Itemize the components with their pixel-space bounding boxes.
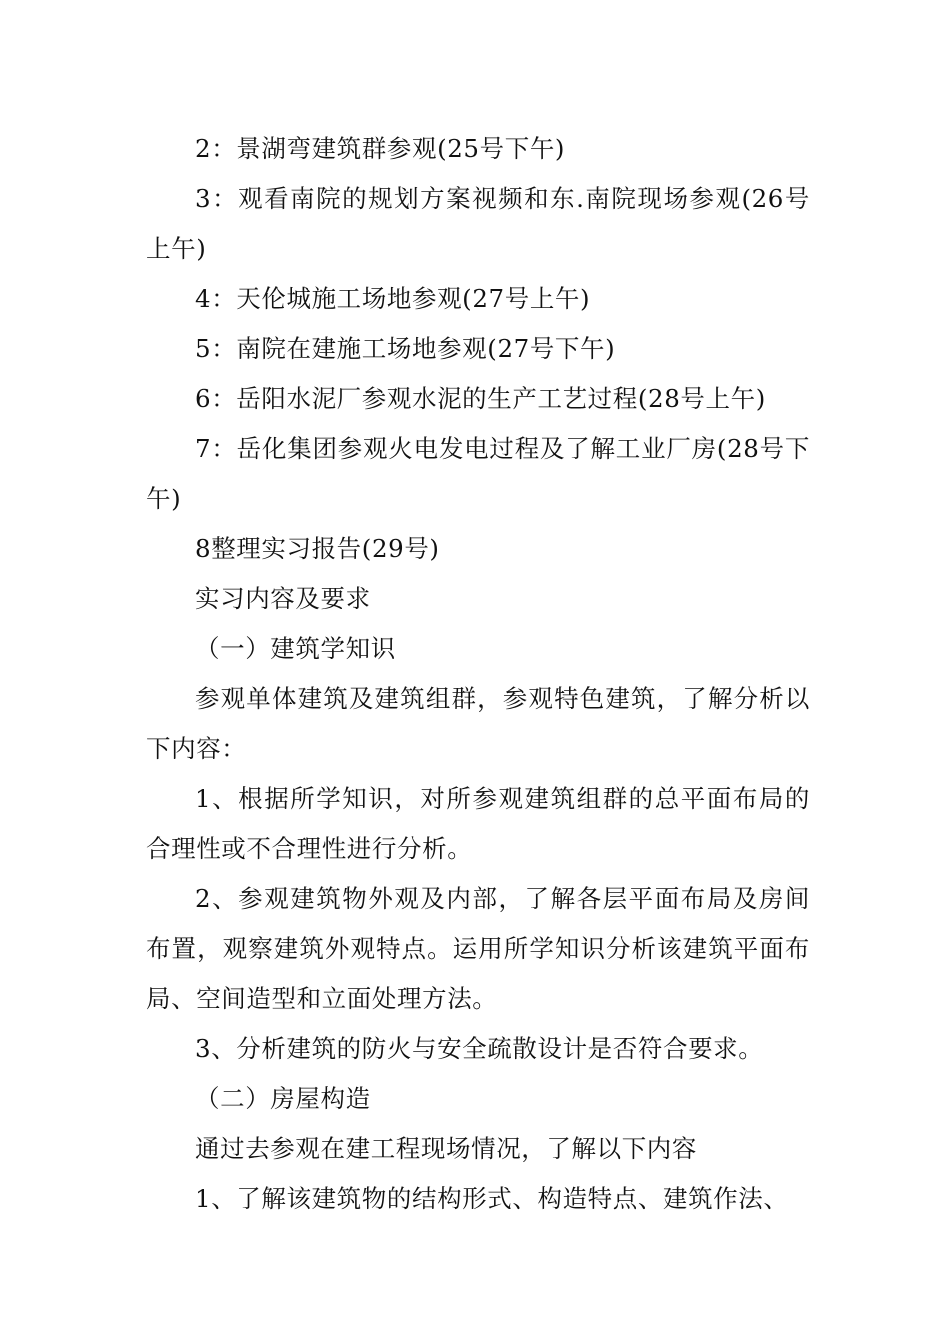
construction-intro: 通过去参观在建工程现场情况，了解以下内容 [195, 1134, 697, 1163]
architecture-point-3: 3、分析建筑的防火与安全疏散设计是否符合要求。 [195, 1034, 764, 1063]
schedule-item-4: 4：天伦城施工场地参观(27号上午) [195, 284, 591, 313]
architecture-point-1: 1、根据所学知识，对所参观建筑组群的总平面布局的合理性或不合理性进行分析。 [146, 784, 810, 863]
section-heading-content: 实习内容及要求 [195, 584, 371, 613]
schedule-item-3: 3：观看南院的规划方案视频和东.南院现场参观(26号上午) [146, 184, 810, 263]
subsection-heading-construction: （二）房屋构造 [195, 1084, 371, 1113]
architecture-intro: 参观单体建筑及建筑组群，参观特色建筑，了解分析以下内容： [146, 684, 810, 763]
subsection-heading-architecture: （一）建筑学知识 [195, 634, 396, 663]
schedule-item-2: 2：景湖弯建筑群参观(25号下午) [195, 134, 566, 163]
document-body [146, 124, 810, 1224]
schedule-item-5: 5：南院在建施工场地参观(27号下午) [195, 334, 616, 363]
construction-point-1: 1、了解该建筑物的结构形式、构造特点、建筑作法、 [195, 1184, 789, 1213]
architecture-point-2: 2、参观建筑物外观及内部，了解各层平面布局及房间布置，观察建筑外观特点。运用所学知识分析该建筑平面布局、空间造型和立面处理方法。 [146, 884, 810, 1013]
schedule-item-8: 8整理实习报告(29号) [195, 534, 440, 563]
schedule-item-6: 6：岳阳水泥厂参观水泥的生产工艺过程(28号上午) [195, 384, 766, 413]
schedule-item-7: 7：岳化集团参观火电发电过程及了解工业厂房(28号下午) [146, 434, 810, 513]
